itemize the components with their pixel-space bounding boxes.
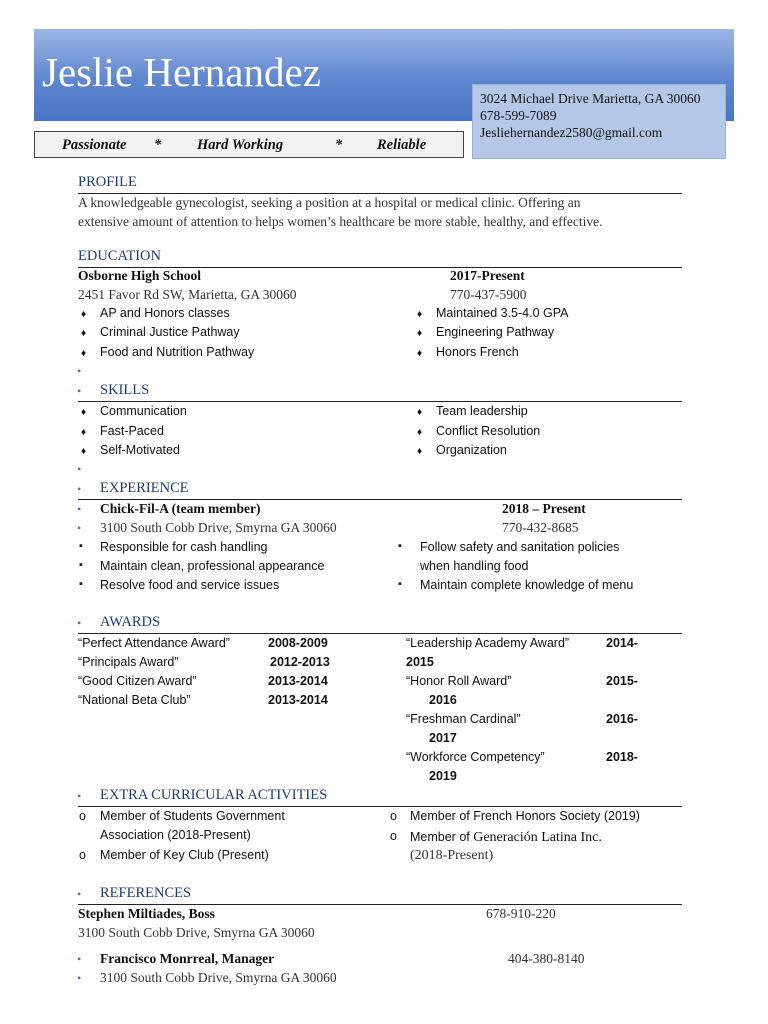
tagline-word: Hard Working bbox=[197, 137, 284, 153]
award-name: “Leadership Academy Award” bbox=[406, 636, 570, 650]
tagline-word: Passionate bbox=[62, 137, 127, 153]
section-title-references: REFERENCES bbox=[100, 885, 192, 901]
experience-item: Follow safety and sanitation policies bbox=[420, 540, 620, 554]
award-years: 2014- bbox=[606, 636, 638, 650]
school-phone: 770-437-5900 bbox=[450, 287, 527, 302]
bullet-dot: • bbox=[77, 502, 82, 516]
employer-name: Chick-Fil-A (team member) bbox=[100, 501, 261, 516]
award-years: 2008-2009 bbox=[268, 636, 328, 650]
skill-item: Conflict Resolution bbox=[436, 424, 541, 438]
employer-address: 3100 South Cobb Drive, Smyrna GA 30060 bbox=[100, 520, 337, 535]
award-years: 2016 bbox=[429, 693, 457, 707]
skill-item: Communication bbox=[100, 404, 187, 418]
bullet-dot: • bbox=[77, 971, 82, 985]
bullet-diamond: ♦ bbox=[417, 309, 423, 320]
education-item: Engineering Pathway bbox=[436, 325, 555, 339]
bullet-diamond: ♦ bbox=[81, 407, 87, 418]
bullet-diamond: ♦ bbox=[417, 446, 423, 457]
school-address: 2451 Favor Rd SW, Marietta, GA 30060 bbox=[78, 287, 297, 302]
employer-phone: 770-432-8685 bbox=[502, 520, 579, 535]
bullet-dot: • bbox=[77, 887, 82, 901]
tagline-separator: * bbox=[335, 137, 343, 153]
tagline-box bbox=[34, 131, 464, 158]
bullet-square: ▪ bbox=[79, 559, 83, 571]
divider bbox=[78, 633, 682, 634]
bullet-square: ▪ bbox=[398, 540, 402, 552]
school-years: 2017-Present bbox=[450, 268, 525, 283]
bullet-dot: • bbox=[77, 384, 82, 398]
reference-name: Stephen Miltiades, Boss bbox=[78, 906, 215, 921]
contact-address: 3024 Michael Drive Marietta, GA 30060 bbox=[480, 91, 701, 106]
bullet-square: ▪ bbox=[79, 578, 83, 590]
divider bbox=[78, 806, 682, 807]
activity-text: Generación Latina Inc. bbox=[473, 830, 602, 845]
contact-email: Jesliehernandez2580@gmail.com bbox=[480, 125, 663, 140]
education-item: AP and Honors classes bbox=[100, 306, 230, 320]
bullet-diamond: ♦ bbox=[417, 328, 423, 339]
divider bbox=[78, 904, 682, 905]
experience-item: Maintain clean, professional appearance bbox=[100, 559, 325, 573]
award-name: “Perfect Attendance Award” bbox=[78, 636, 230, 650]
section-title-experience: EXPERIENCE bbox=[100, 480, 189, 496]
bullet-diamond: ♦ bbox=[417, 348, 423, 359]
award-years: 2016- bbox=[606, 712, 638, 726]
contact-box bbox=[472, 84, 726, 159]
activity-text: Member of bbox=[410, 830, 474, 844]
award-years: 2019 bbox=[429, 769, 457, 783]
bullet-diamond: ♦ bbox=[81, 427, 87, 438]
section-title-activities: EXTRA CURRICULAR ACTIVITIES bbox=[100, 787, 328, 803]
reference-phone: 404-380-8140 bbox=[508, 951, 585, 966]
profile-text-line: extensive amount of attention to helps women’s healthcare be more stable, healthy, and effective. bbox=[78, 214, 603, 229]
section-title-skills: SKILLS bbox=[100, 382, 150, 398]
award-name: “Principals Award” bbox=[78, 655, 179, 669]
tagline-word: Reliable bbox=[377, 137, 427, 153]
award-name: “Freshman Cardinal” bbox=[406, 712, 521, 726]
bullet-circle: o bbox=[79, 809, 86, 823]
bullet-dot: • bbox=[77, 462, 82, 476]
award-years: 2017 bbox=[429, 731, 457, 745]
activity-item: Association (2018-Present) bbox=[100, 828, 251, 842]
bullet-square: ▪ bbox=[79, 540, 83, 552]
award-name: “Honor Roll Award” bbox=[406, 674, 512, 688]
bullet-circle: o bbox=[390, 809, 397, 823]
bullet-dot: • bbox=[77, 616, 82, 630]
education-item: Maintained 3.5-4.0 GPA bbox=[436, 306, 569, 320]
experience-item: Resolve food and service issues bbox=[100, 578, 280, 592]
bullet-dot: • bbox=[77, 952, 82, 966]
bullet-dot: • bbox=[77, 482, 82, 496]
activity-item: Member of Key Club (Present) bbox=[100, 848, 269, 862]
education-item: Food and Nutrition Pathway bbox=[100, 345, 255, 359]
bullet-square: ▪ bbox=[398, 578, 402, 590]
reference-name: Francisco Monrreal, Manager bbox=[100, 951, 275, 966]
award-name: “Workforce Competency” bbox=[406, 750, 545, 764]
bullet-dot: • bbox=[77, 521, 82, 535]
divider bbox=[78, 193, 682, 194]
skill-item: Self-Motivated bbox=[100, 443, 180, 457]
section-title-education: EDUCATION bbox=[78, 248, 161, 264]
bullet-diamond: ♦ bbox=[81, 348, 87, 359]
education-item: Honors French bbox=[436, 345, 519, 359]
bullet-circle: o bbox=[79, 848, 86, 862]
skill-item: Fast-Paced bbox=[100, 424, 164, 438]
bullet-circle: o bbox=[390, 829, 397, 843]
bullet-dot: • bbox=[77, 364, 82, 378]
award-years: 2015- bbox=[606, 674, 638, 688]
award-years: 2018- bbox=[606, 750, 638, 764]
experience-item: when handling food bbox=[420, 559, 529, 573]
divider bbox=[78, 499, 682, 500]
reference-phone: 678-910-220 bbox=[486, 906, 556, 921]
experience-item: Maintain complete knowledge of menu bbox=[420, 578, 634, 592]
award-name: “National Beta Club” bbox=[78, 693, 191, 707]
reference-address: 3100 South Cobb Drive, Smyrna GA 30060 bbox=[78, 925, 315, 940]
skill-item: Organization bbox=[436, 443, 507, 457]
reference-address: 3100 South Cobb Drive, Smyrna GA 30060 bbox=[100, 970, 337, 985]
bullet-diamond: ♦ bbox=[81, 446, 87, 457]
applicant-name: Jeslie Hernandez bbox=[42, 49, 321, 95]
school-name: Osborne High School bbox=[78, 268, 202, 283]
activity-item: (2018-Present) bbox=[410, 848, 494, 863]
award-years: 2015 bbox=[406, 655, 434, 669]
profile-text-line: A knowledgeable gynecologist, seeking a position at a hospital or medical clinic. Offering an bbox=[78, 195, 581, 210]
award-years: 2013-2014 bbox=[268, 693, 328, 707]
bullet-diamond: ♦ bbox=[81, 328, 87, 339]
contact-phone: 678-599-7089 bbox=[480, 108, 557, 123]
bullet-diamond: ♦ bbox=[417, 407, 423, 418]
experience-item: Responsible for cash handling bbox=[100, 540, 268, 554]
activity-item bbox=[410, 828, 602, 846]
award-name: “Good Citizen Award” bbox=[78, 674, 197, 688]
award-years: 2013-2014 bbox=[268, 674, 328, 688]
tagline-separator: * bbox=[154, 137, 162, 153]
divider bbox=[78, 401, 682, 402]
bullet-diamond: ♦ bbox=[81, 309, 87, 320]
section-title-profile: PROFILE bbox=[78, 174, 137, 190]
section-title-awards: AWARDS bbox=[100, 614, 161, 630]
bullet-diamond: ♦ bbox=[417, 427, 423, 438]
education-item: Criminal Justice Pathway bbox=[100, 325, 240, 339]
award-years: 2012-2013 bbox=[270, 655, 330, 669]
employment-years: 2018 – Present bbox=[502, 501, 586, 516]
skill-item: Team leadership bbox=[436, 404, 528, 418]
activity-item: Member of French Honors Society (2019) bbox=[410, 809, 640, 823]
bullet-dot: • bbox=[77, 789, 82, 803]
activity-item: Member of Students Government bbox=[100, 809, 285, 823]
